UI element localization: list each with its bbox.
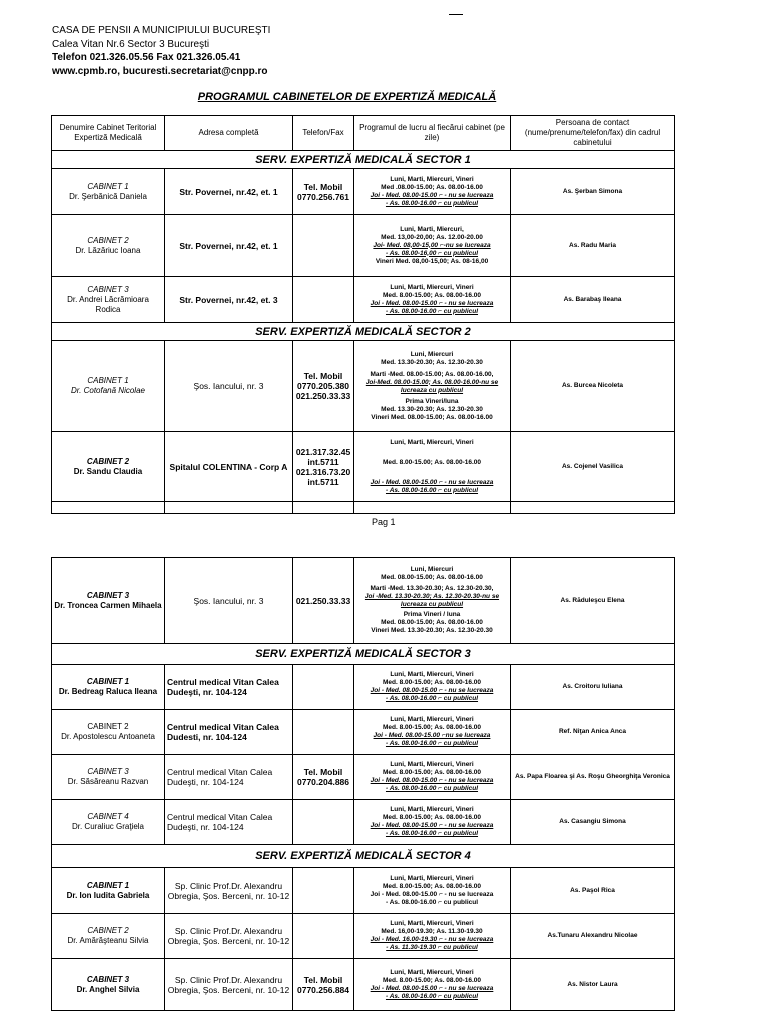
schedule-line: Luni, Marti, Miercuri, Vineri <box>390 874 474 882</box>
phone-cell: 021.317.32.45 int.5711 021.316.73.20 int.5711 <box>293 432 354 502</box>
doctor-name: Dr. Sandu Claudia <box>73 466 143 476</box>
schedule-line: - As. 08.00-16,00 ⌐ cu publicul <box>385 249 479 257</box>
table-row <box>52 755 675 800</box>
table-row <box>52 868 675 914</box>
phone-cell <box>293 868 354 914</box>
schedule-line: Joi - Med. 08.00-15.00 ⌐ - nu se lucreaza <box>370 984 494 992</box>
doctor-name: Dr. Săsăreanu Razvan <box>67 777 149 786</box>
schedule-cell <box>354 169 511 215</box>
schedule-line: Med. 8.00-15.00; As. 08.00-16.00 <box>382 291 482 299</box>
cabinets-table-page1 <box>51 115 675 514</box>
schedule-line: Joi - Med. 08.00-15.00 ⌐ - nu se lucreaza <box>370 890 494 898</box>
address-cell: Str. Povernei, nr.42, et. 3 <box>165 277 293 323</box>
contact-cell: As. Casangiu Simona <box>511 800 675 845</box>
schedule-line: Joi - Med. 08.00-15.00 ⌐ - nu se lucreaza <box>370 687 494 694</box>
table-row <box>52 502 675 514</box>
org-web[interactable]: www.cpmb.ro, bucuresti.secretariat@cnpp.ro <box>52 65 268 77</box>
org-name: CASA DE PENSII A MUNICIPIULUI BUCUREŞTI <box>52 25 271 36</box>
table-row <box>52 277 675 323</box>
document-title: PROGRAMUL CABINETELOR DE EXPERTIZĂ MEDICALĂ <box>197 91 497 103</box>
phone-cell <box>293 914 354 959</box>
schedule-line: Prima Vineri / luna <box>403 611 461 618</box>
schedule-line: - As. 11.30-19.30 ⌐ cu publicul <box>386 944 478 951</box>
doctor-name: Dr. Anghel Silvia <box>76 984 140 994</box>
address-cell: Spitalul COLENTINA - Corp A <box>165 432 293 502</box>
schedule-line: Med .08.00-15.00; As. 08.00-16.00 <box>381 183 483 191</box>
schedule-line: Luni, Marti, Miercuri, Vineri <box>390 716 474 723</box>
cabinet-name: CABINET 1 <box>86 677 130 686</box>
phone-cell: Tel. Mobil 0770.205.380 021.250.33.33 <box>293 341 354 432</box>
contact-cell: As. Papa Floarea şi As. Roşu Gheorghiţa Veronica <box>511 755 675 800</box>
schedule-line: Med. 8.00-15.00; As. 08.00-16.00 <box>382 458 482 466</box>
schedule-cell <box>354 215 511 277</box>
schedule-line: Med. 8.00-15.00; As. 08.00-16.00 <box>382 724 482 731</box>
section-title: SERV. EXPERTIZĂ MEDICALĂ SECTOR 2 <box>52 323 675 341</box>
schedule-line: - As. 08.00-16.00 ⌐ cu publicul <box>385 307 479 315</box>
doctor-name: Dr. Şerbănică Daniela <box>69 191 147 201</box>
page-break <box>0 533 768 557</box>
top-dash <box>449 14 463 15</box>
schedule-line: Joi - Med. 08.00-15.00 ⌐nu se lucreaza <box>373 732 491 739</box>
schedule-line: - As. 08.00-16.00 ⌐ cu publicul <box>385 199 479 207</box>
schedule-line: Joi- Med. 08,00-15,00 ⌐-nu se lucreaza <box>373 241 491 249</box>
schedule-line: Med. 16,00-19.30; As. 11.30-19.30 <box>381 928 483 935</box>
table-row <box>52 341 675 432</box>
letterhead <box>52 24 270 78</box>
table-row <box>52 432 675 502</box>
schedule-cell <box>354 710 511 755</box>
schedule-line: Marti -Med. 08.00-15.00; As. 08.00-16.00, <box>370 370 494 378</box>
phone-cell <box>293 277 354 323</box>
cabinet-name: CABINET 4 <box>87 812 129 821</box>
col-header-cabinet: Denumire Cabinet Teritorial Expertiză Medicală <box>52 116 165 151</box>
schedule-line: Joi -Med. 13.30-20.30; As. 12.30-20.30-nu se lucreaza cu publicul <box>364 593 500 608</box>
schedule-line: Vineri Med. 08.00-15.00; As. 08.00-16.00 <box>371 413 493 421</box>
page-number: Pag 1 <box>372 517 396 527</box>
address-cell: Centrul medical Vitan Calea Dudeşti, nr. 104-124 <box>165 755 293 800</box>
schedule-line: Luni, Marti, Miercuri, Vineri <box>390 175 474 183</box>
section-row <box>52 845 675 868</box>
schedule-cell <box>354 665 511 710</box>
contact-cell: As. Nistor Laura <box>511 959 675 1011</box>
schedule-line: Luni, Miercuri <box>410 350 454 358</box>
schedule-cell <box>354 558 511 644</box>
section-title: SERV. EXPERTIZĂ MEDICALĂ SECTOR 3 <box>52 644 675 665</box>
contact-cell: As. Radu Maria <box>511 215 675 277</box>
schedule-line: Luni, Marti, Miercuri, Vineri <box>390 968 474 976</box>
schedule-line: - As. 08.00-16.00 ⌐ cu publicul <box>385 740 479 747</box>
schedule-line: - As. 08.00-16.00 ⌐ cu publicul <box>385 992 479 1000</box>
table-row <box>52 665 675 710</box>
cabinets-table-page2 <box>51 557 675 1011</box>
cabinet-name: CABINET 3 <box>87 284 129 294</box>
schedule-line: Med. 8.00-15.00; As. 08.00-16.00 <box>382 814 482 821</box>
address-cell: Centrul medical Vitan Calea Dudesti, nr. 104-124 <box>165 710 293 755</box>
table-row <box>52 169 675 215</box>
contact-cell: As. Barabaş Ileana <box>511 277 675 323</box>
cabinet-name: CABINET 2 <box>87 722 129 731</box>
address-cell: Centrul medical Vitan Calea Dudeşti, nr. 104-124 <box>165 665 293 710</box>
contact-cell: Ref. Niţan Anica Anca <box>511 710 675 755</box>
table-header-row <box>52 116 675 151</box>
table-row <box>52 959 675 1011</box>
schedule-cell <box>354 432 511 502</box>
schedule-line: Joi - Med. 08.00-15.00 ⌐ - nu se lucreaza <box>370 777 494 784</box>
contact-cell: As. Burcea Nicoleta <box>511 341 675 432</box>
schedule-cell <box>354 914 511 959</box>
schedule-line: Joi - Med. 08.00-15.00 ⌐ - nu se lucreaza <box>370 299 494 307</box>
org-address: Calea Vitan Nr.6 Sector 3 Bucureşti <box>52 38 210 50</box>
schedule-line: Luni, Marti, Miercuri, Vineri <box>390 806 474 813</box>
schedule-line: Joi - Med. 16.00-19.30 ⌐ - nu se lucreaza <box>370 936 494 943</box>
cabinet-name: CABINET 2 <box>87 235 129 245</box>
phone-cell: Tel. Mobil 0770.204.886 <box>293 755 354 800</box>
address-cell: Sp. Clinic Prof.Dr. Alexandru Obregia, Şos. Berceni, nr. 10-12 <box>165 868 293 914</box>
schedule-line: - As. 08.00-16.00 ⌐ cu publicul <box>385 830 479 837</box>
org-phone: Telefon 021.326.05.56 Fax 021.326.05.41 <box>52 52 241 63</box>
schedule-line: Luni, Marti, Miercuri, Vineri <box>390 438 474 446</box>
phone-cell <box>293 215 354 277</box>
phone-cell <box>293 800 354 845</box>
contact-cell: As. Şerban Simona <box>511 169 675 215</box>
schedule-cell <box>354 755 511 800</box>
address-cell: Şos. Iancului, nr. 3 <box>165 341 293 432</box>
phone-cell <box>293 665 354 710</box>
schedule-line: Joi - Med. 08.00-15.00 ⌐ - nu se lucreaza <box>370 822 494 829</box>
schedule-line: Med. 8.00-15.00; As. 08.00-16.00 <box>382 882 482 890</box>
address-cell: Str. Povernei, nr.42, et. 1 <box>165 169 293 215</box>
cabinet-name: CABINET 2 <box>86 456 130 466</box>
schedule-cell <box>354 959 511 1011</box>
doctor-name: Dr. Ion Iudita Gabriela <box>66 890 150 900</box>
schedule-line: Luni, Marti, Miercuri, Vineri <box>390 283 474 291</box>
phone-cell: Tel. Mobil 0770.256.884 <box>293 959 354 1011</box>
schedule-line: Joi - Med. 08.00-15.00 ⌐ - nu se lucreaza <box>370 478 494 486</box>
address-cell: Sp. Clinic Prof.Dr. Alexandru Obregia, Şos. Berceni, nr. 10-12 <box>165 914 293 959</box>
schedule-line: Luni, Marti, Miercuri, Vineri <box>390 671 474 678</box>
phone-cell: 021.250.33.33 <box>293 558 354 644</box>
phone-cell: Tel. Mobil 0770.256.761 <box>293 169 354 215</box>
cabinet-name: CABINET 1 <box>87 376 129 385</box>
doctor-name: Dr. Troncea Carmen Mihaela <box>54 600 162 610</box>
doctor-name: Dr. Andrei Lăcrămioara Rodica <box>67 294 149 314</box>
schedule-line: Joi-Med. 08.00-15.00; As. 08.00-16.00-nu se lucreaza cu publicul <box>365 378 499 394</box>
schedule-line: Joi - Med. 08.00-15.00 ⌐ - nu se lucreaza <box>370 191 494 199</box>
contact-cell: As. Cojenel Vasilica <box>511 432 675 502</box>
table-row <box>52 800 675 845</box>
doctor-name: Dr. Apostolescu Antoaneta <box>61 732 155 741</box>
doctor-name: Dr. Cotofană Nicolae <box>71 386 145 395</box>
schedule-line: Med. 08.00-15.00; As. 08.00-16.00 <box>381 619 483 626</box>
contact-cell: As. Paşol Rica <box>511 868 675 914</box>
table-row <box>52 710 675 755</box>
cabinet-name: CABINET 2 <box>87 926 129 935</box>
cabinet-name: CABINET 3 <box>86 590 130 600</box>
col-header-phone: Telefon/Fax <box>293 116 354 151</box>
schedule-line: Prima Vineri/luna <box>405 397 459 405</box>
schedule-line: Med. 13,00-20,00; As. 12.00-20.00 <box>381 233 483 241</box>
schedule-line: Med. 8.00-15.00; As. 08.00-16.00 <box>382 976 482 984</box>
schedule-cell <box>354 277 511 323</box>
section-title: SERV. EXPERTIZĂ MEDICALĂ SECTOR 4 <box>52 845 675 868</box>
schedule-line: Med. 8.00-15.00; As. 08.00-16.00 <box>382 679 482 686</box>
table-row <box>52 914 675 959</box>
schedule-line: - As. 08.00-16.00 ⌐ cu publicul <box>385 898 479 906</box>
section-row <box>52 151 675 169</box>
contact-cell: As. Croitoru Iuliana <box>511 665 675 710</box>
schedule-cell <box>354 868 511 914</box>
schedule-line: Med. 08.00-15.00; As. 08.00-16.00 <box>381 574 483 581</box>
schedule-line: Med. 13.30-20.30; As. 12.30-20.30 <box>381 358 483 366</box>
schedule-line: - As. 08.00-16.00 ⌐ cu publicul <box>385 486 479 494</box>
table-row <box>52 558 675 644</box>
address-cell: Centrul medical Vitan Calea Dudeşti, nr. 104-124 <box>165 800 293 845</box>
schedule-line: Med. 13.30-20.30; As. 12.30-20.30 <box>381 405 483 413</box>
schedule-line: Med. 8.00-15.00; As. 08.00-16.00 <box>382 769 482 776</box>
schedule-cell <box>354 341 511 432</box>
schedule-line: Luni, Marti, Miercuri, Vineri <box>390 920 474 927</box>
doctor-name: Dr. Curaliuc Graţiela <box>71 822 145 831</box>
schedule-line: Luni, Marti, Miercuri, Vineri <box>390 761 474 768</box>
section-row <box>52 323 675 341</box>
schedule-line: Vineri Med. 13.30-20.30; As. 12.30-20.30 <box>371 627 493 634</box>
schedule-line: Luni, Miercuri <box>410 566 454 573</box>
schedule-line: Marti -Med. 13.30-20.30; As. 12.30-20.30, <box>370 585 494 592</box>
col-header-schedule: Programul de lucru al fiecărui cabinet (pe zile) <box>354 116 511 151</box>
cabinet-name: CABINET 1 <box>87 181 129 191</box>
address-cell: Şos. Iancului, nr. 3 <box>165 558 293 644</box>
col-header-contact: Persoana de contact (nume/prenume/telefon/fax) din cadrul cabinetului <box>511 116 675 151</box>
cabinet-name: CABINET 1 <box>86 880 130 890</box>
doctor-name: Dr. Amărăşteanu Silvia <box>67 936 149 945</box>
cabinet-name: CABINET 3 <box>87 767 129 776</box>
contact-cell: As.Tunaru Alexandru Nicolae <box>511 914 675 959</box>
address-cell: Sp. Clinic Prof.Dr. Alexandru Obregia, Şos. Berceni, nr. 10-12 <box>165 959 293 1011</box>
section-row <box>52 644 675 665</box>
contact-cell: As. Răduleşcu Elena <box>511 558 675 644</box>
doctor-name: Dr. Bedreag Raluca Ileana <box>58 687 158 696</box>
section-title: SERV. EXPERTIZĂ MEDICALĂ SECTOR 1 <box>52 151 675 169</box>
doctor-name: Dr. Lăzăriuc Ioana <box>75 245 141 255</box>
schedule-cell <box>354 800 511 845</box>
schedule-line: - As. 08.00-16.00 ⌐ cu publicul <box>385 785 479 792</box>
table-row <box>52 215 675 277</box>
schedule-line: Vineri Med. 08,00-15,00; As. 08-16,00 <box>375 257 489 265</box>
schedule-line: Luni, Marti, Miercuri, <box>400 225 464 233</box>
phone-cell <box>293 710 354 755</box>
col-header-address: Adresa completă <box>165 116 293 151</box>
schedule-line: - As. 08.00-16.00 ⌐ cu publicul <box>385 695 479 702</box>
cabinet-name: CABINET 3 <box>86 974 130 984</box>
address-cell: Str. Povernei, nr.42, et. 1 <box>165 215 293 277</box>
